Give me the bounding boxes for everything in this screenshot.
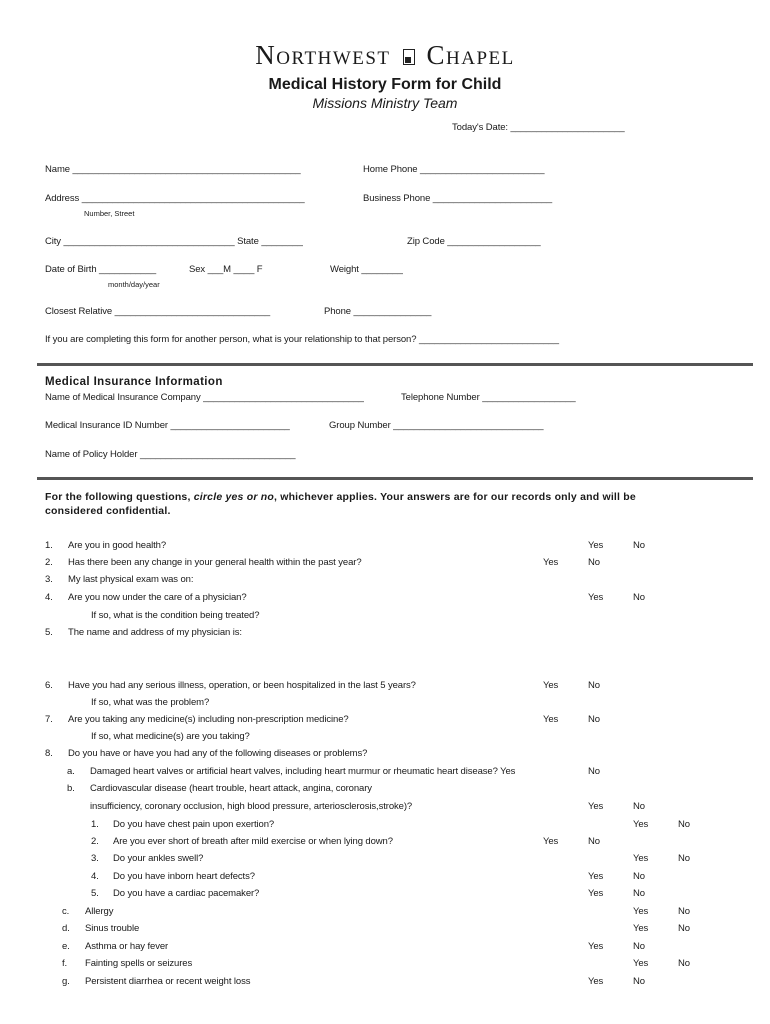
questions-intro	[45, 491, 636, 503]
section-divider	[37, 477, 753, 480]
question-text: If so, what medicine(s) are you taking?	[91, 731, 250, 742]
answer-yes-option[interactable]: Yes	[588, 871, 604, 882]
answer-yes-option[interactable]: Yes	[633, 923, 649, 934]
weight-field[interactable]: Weight ________	[330, 264, 403, 275]
answer-no-option[interactable]: No	[678, 853, 690, 864]
answer-yes-option[interactable]: Yes	[588, 801, 604, 812]
question-text: Fainting spells or seizures	[85, 958, 193, 969]
question-text: Do your ankles swell?	[113, 853, 204, 864]
org-word-1: Northwest	[255, 40, 391, 70]
question-number: 7.	[45, 714, 53, 725]
relationship-field[interactable]: If you are completing this form for another person, what is your relationship to that person? ___________________________	[45, 334, 559, 345]
todays-date-field[interactable]: Today's Date: ______________________	[452, 122, 625, 133]
answer-no-option[interactable]: No	[588, 836, 600, 847]
question-text: If so, what was the problem?	[91, 697, 210, 708]
relative-phone-field[interactable]: Phone _______________	[324, 306, 432, 317]
question-text: Do you have or have you had any of the following diseases or problems?	[68, 748, 368, 759]
date-of-birth-hint: month/day/year	[108, 280, 160, 289]
answer-yes-option[interactable]: Yes	[588, 941, 604, 952]
date-of-birth-field[interactable]: Date of Birth ___________	[45, 264, 157, 275]
question-number: 3.	[91, 853, 99, 864]
question-text: The name and address of my physician is:	[68, 627, 242, 638]
question-text: Do you have inborn heart defects?	[113, 871, 255, 882]
answer-no-option[interactable]: No	[678, 819, 690, 830]
answer-no-option[interactable]: No	[633, 941, 645, 952]
address-field[interactable]: Address ___________________________________________	[45, 193, 305, 204]
question-text: Are you now under the care of a physician?	[68, 592, 247, 603]
question-text: Have you had any serious illness, operation, or been hospitalized in the last 5 years?	[68, 680, 416, 691]
organization-logo	[0, 40, 770, 71]
city-state-field[interactable]: City _________________________________ State ________	[45, 236, 303, 247]
intro-emphasis: circle yes or no	[193, 491, 274, 503]
answer-no-option[interactable]: No	[633, 592, 645, 603]
zip-code-field[interactable]: Zip Code __________________	[407, 236, 541, 247]
question-text: Asthma or hay fever	[85, 941, 169, 952]
answer-no-option[interactable]: No	[633, 801, 645, 812]
address-hint: Number, Street	[84, 209, 135, 218]
org-word-2: Chapel	[426, 40, 515, 70]
question-number: 6.	[45, 680, 53, 691]
answer-no-option[interactable]: No	[588, 766, 600, 777]
question-text: Damaged heart valves or artificial heart valves, including heart murmur or rheumatic heart disease? Yes	[90, 766, 516, 777]
question-number: 5.	[91, 888, 99, 899]
answer-yes-option[interactable]: Yes	[633, 819, 649, 830]
question-number: c.	[62, 906, 70, 917]
question-text: Allergy	[85, 906, 114, 917]
question-number: 1.	[91, 819, 99, 830]
closest-relative-field[interactable]: Closest Relative ______________________________	[45, 306, 271, 317]
question-number: 5.	[45, 627, 53, 638]
question-text: Sinus trouble	[85, 923, 140, 934]
answer-yes-option[interactable]: Yes	[633, 853, 649, 864]
answer-yes-option[interactable]: Yes	[543, 557, 559, 568]
answer-yes-option[interactable]: Yes	[588, 540, 604, 551]
answer-no-option[interactable]: No	[678, 958, 690, 969]
question-number: g.	[62, 976, 70, 987]
intro-text: , whichever applies. Your answers are for our records only and will be	[273, 491, 636, 503]
cross-mark-icon	[403, 49, 415, 65]
answer-no-option[interactable]: No	[588, 714, 600, 725]
question-number: d.	[62, 923, 70, 934]
home-phone-field[interactable]: Home Phone ________________________	[363, 164, 545, 175]
question-number: b.	[67, 783, 75, 794]
insurance-heading: Medical Insurance Information	[45, 376, 223, 388]
answer-yes-option[interactable]: Yes	[588, 888, 604, 899]
question-number: 8.	[45, 748, 53, 759]
question-number: 3.	[45, 574, 53, 585]
question-text: Cardiovascular disease (heart trouble, heart attack, angina, coronary	[90, 783, 372, 794]
question-text: Are you in good health?	[68, 540, 167, 551]
question-number: 4.	[45, 592, 53, 603]
question-number: a.	[67, 766, 75, 777]
question-text: My last physical exam was on:	[68, 574, 194, 585]
answer-no-option[interactable]: No	[588, 680, 600, 691]
answer-no-option[interactable]: No	[588, 557, 600, 568]
question-number: 1.	[45, 540, 53, 551]
question-text: If so, what is the condition being treated?	[91, 610, 260, 621]
insurance-company-field[interactable]: Name of Medical Insurance Company _______________________________	[45, 392, 364, 403]
section-divider	[37, 363, 753, 366]
policy-holder-field[interactable]: Name of Policy Holder ______________________________	[45, 449, 296, 460]
insurance-telephone-field[interactable]: Telephone Number __________________	[401, 392, 576, 403]
question-text: Persistent diarrhea or recent weight loss	[85, 976, 251, 987]
answer-no-option[interactable]: No	[633, 540, 645, 551]
group-number-field[interactable]: Group Number _____________________________	[329, 420, 544, 431]
question-text: Are you taking any medicine(s) including non-prescription medicine?	[68, 714, 349, 725]
answer-no-option[interactable]: No	[633, 871, 645, 882]
sex-field[interactable]: Sex ___M ____ F	[189, 264, 263, 275]
answer-no-option[interactable]: No	[633, 888, 645, 899]
business-phone-field[interactable]: Business Phone _______________________	[363, 193, 553, 204]
question-text: Are you ever short of breath after mild exercise or when lying down?	[113, 836, 393, 847]
page-subtitle: Missions Ministry Team	[312, 95, 458, 111]
question-number: 2.	[91, 836, 99, 847]
question-text: insufficiency, coronary occlusion, high blood pressure, arteriosclerosis,stroke)?	[90, 801, 413, 812]
intro-text: For the following questions,	[45, 491, 194, 503]
insurance-id-field[interactable]: Medical Insurance ID Number _______________________	[45, 420, 290, 431]
question-text: Do you have a cardiac pacemaker?	[113, 888, 260, 899]
answer-yes-option[interactable]: Yes	[633, 906, 649, 917]
answer-no-option[interactable]: No	[633, 976, 645, 987]
questions-intro-line-2: considered confidential.	[45, 505, 171, 517]
answer-no-option[interactable]: No	[678, 906, 690, 917]
answer-yes-option[interactable]: Yes	[633, 958, 649, 969]
question-text: Do you have chest pain upon exertion?	[113, 819, 275, 830]
answer-yes-option[interactable]: Yes	[543, 714, 559, 725]
answer-yes-option[interactable]: Yes	[543, 836, 559, 847]
answer-yes-option[interactable]: Yes	[543, 680, 559, 691]
question-number: 2.	[45, 557, 53, 568]
question-text: Has there been any change in your general health within the past year?	[68, 557, 362, 568]
name-field[interactable]: Name ____________________________________________	[45, 164, 301, 175]
page-title: Medical History Form for Child	[268, 76, 502, 93]
question-number: 4.	[91, 871, 99, 882]
answer-no-option[interactable]: No	[678, 923, 690, 934]
answer-yes-option[interactable]: Yes	[588, 976, 604, 987]
question-number: f.	[62, 958, 68, 969]
question-number: e.	[62, 941, 70, 952]
answer-yes-option[interactable]: Yes	[588, 592, 604, 603]
